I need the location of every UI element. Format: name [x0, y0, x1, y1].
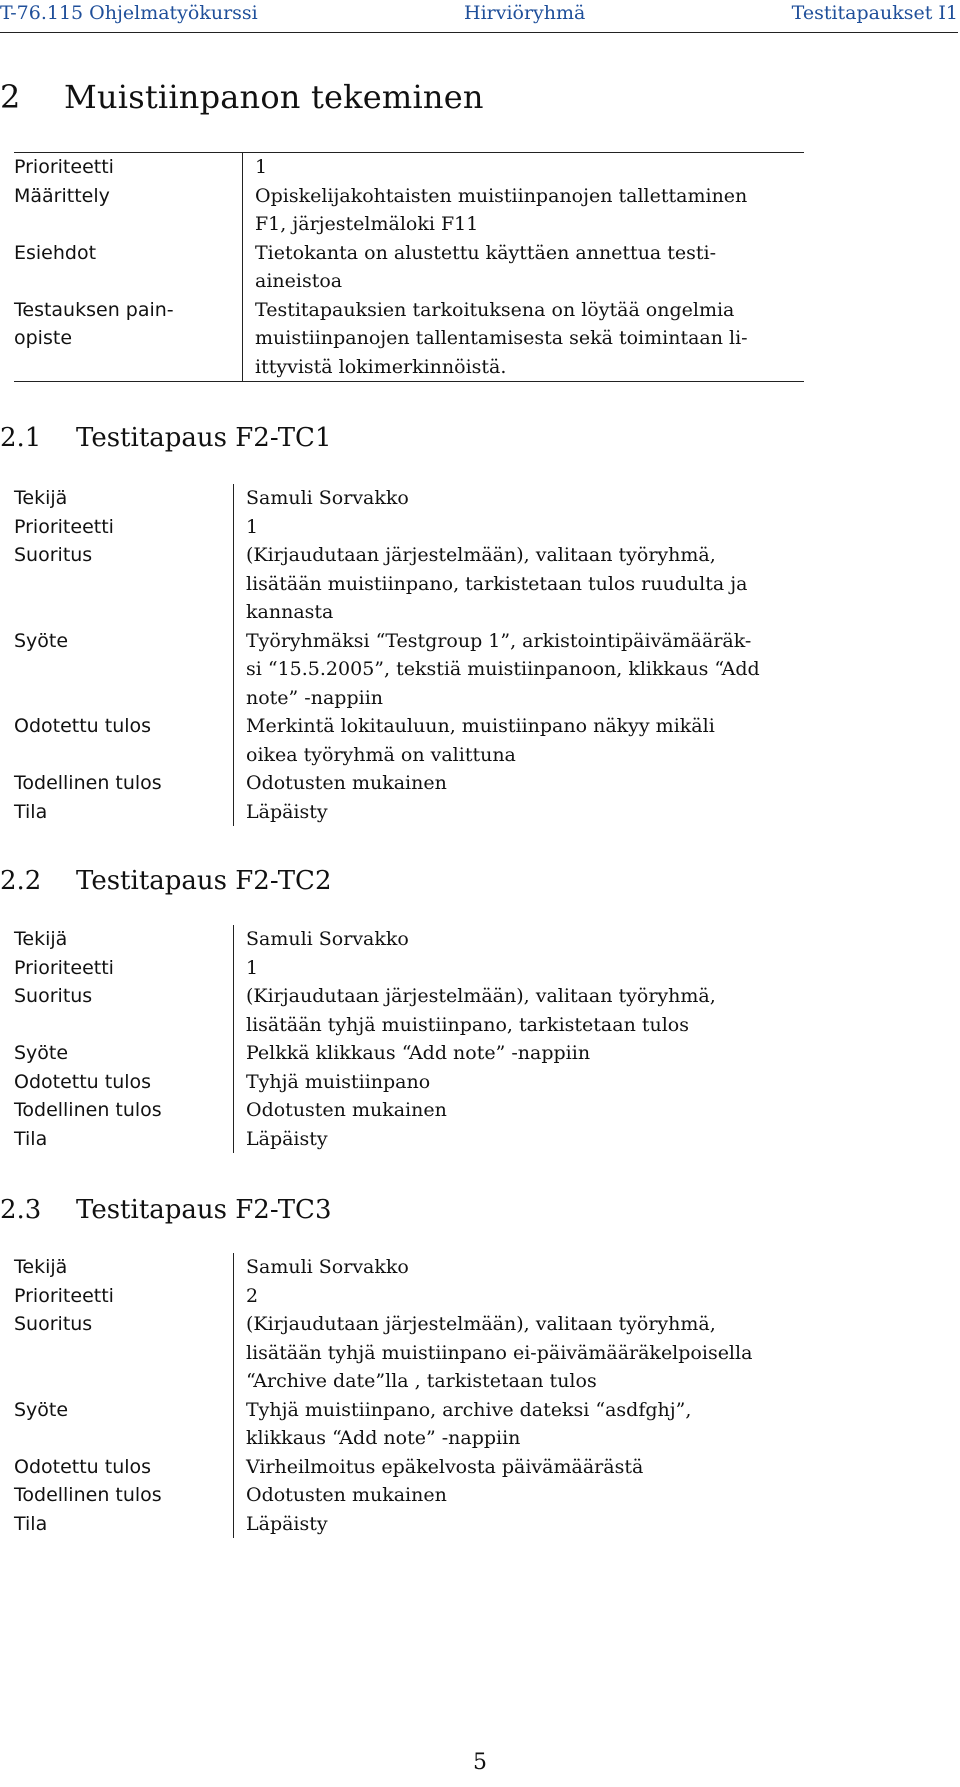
testcase-value: Läpäisty: [233, 1125, 798, 1154]
testcase-label: Odotettu tulos: [14, 1455, 152, 1478]
intro-value: Testitapauksien tarkoituksena on löytää ongelmia muistiinpanojen tallentamisesta sekä toimintaan li- ittyvistä lokimerkinnöistä.: [242, 296, 804, 382]
testcase-row: [14, 1125, 798, 1154]
testcase-title: [0, 1195, 331, 1225]
testcase-row: [14, 627, 798, 713]
testcase-label: Todellinen tulos: [14, 1099, 162, 1121]
testcase-table: [14, 484, 798, 826]
testcase-table: [14, 925, 798, 1153]
testcase-label: Syöte: [14, 629, 69, 652]
testcase-label: Todellinen tulos: [14, 1484, 162, 1506]
testcase-label: Prioriteetti: [14, 515, 114, 538]
intro-value: 1: [242, 153, 804, 182]
intro-table: [14, 152, 804, 382]
testcase-value: 1: [233, 513, 798, 542]
testcase-row: [14, 541, 798, 627]
testcase-table: [14, 1253, 798, 1538]
testcase-row: [14, 1310, 798, 1396]
intro-label: Esiehdot: [14, 241, 97, 264]
testcase-label: Suoritus: [14, 985, 93, 1007]
testcase-row: [14, 484, 798, 513]
page-number: 5: [473, 1750, 487, 1775]
intro-label: Testauksen pain- opiste: [14, 298, 174, 349]
section-title-text: Muistiinpanon tekeminen: [64, 78, 484, 116]
intro-row: [14, 239, 804, 296]
testcase-label: Tekijä: [14, 928, 68, 950]
testcase-row: [14, 1253, 798, 1282]
testcase-label: Suoritus: [14, 544, 93, 566]
testcase-value: Läpäisty: [233, 1510, 798, 1539]
testcase-row: [14, 1039, 798, 1068]
intro-label: Määrittely: [14, 184, 110, 207]
testcase-label: Syöte: [14, 1398, 69, 1421]
testcase-title: [0, 423, 331, 453]
intro-row: [14, 182, 804, 239]
testcase-value: Virheilmoitus epäkelvosta päivämäärästä: [233, 1453, 798, 1482]
testcase-value: Samuli Sorvakko: [233, 1253, 798, 1282]
testcase-title: [0, 866, 331, 896]
testcase-value: Tyhjä muistiinpano, archive dateksi “asdfghj”, klikkaus “Add note” -nappiin: [233, 1396, 798, 1453]
testcase-value: Merkintä lokitauluun, muistiinpano näkyy mikäli oikea työryhmä on valittuna: [233, 712, 798, 769]
testcase-value: Pelkkä klikkaus “Add note” -nappiin: [233, 1039, 798, 1068]
testcase-number: 2.1: [0, 423, 42, 453]
running-header: [0, 2, 958, 33]
header-group: Hirviöryhmä: [464, 2, 586, 24]
testcase-value: Samuli Sorvakko: [233, 925, 798, 954]
section-title: [0, 78, 484, 116]
testcase-row: [14, 1096, 798, 1125]
testcase-label: Odotettu tulos: [14, 715, 152, 737]
testcase-row: [14, 1068, 798, 1097]
testcase-row: [14, 925, 798, 954]
intro-label: Prioriteetti: [14, 156, 114, 178]
testcase-row: [14, 1396, 798, 1453]
testcase-label: Suoritus: [14, 1313, 93, 1335]
testcase-title-text: Testitapaus F2-TC2: [76, 866, 332, 896]
testcase-row: [14, 769, 798, 798]
intro-row: [14, 153, 804, 182]
testcase-value: Työryhmäksi “Testgroup 1”, arkistointipäivämääräk- si “15.5.2005”, tekstiä muistiinpanoon, klikkaus “Add note” -nappiin: [233, 627, 798, 713]
testcase-row: [14, 1481, 798, 1510]
testcase-title-text: Testitapaus F2-TC3: [76, 1195, 332, 1225]
intro-value: Opiskelijakohtaisten muistiinpanojen tallettaminen F1, järjestelmäloki F11: [242, 182, 804, 239]
testcase-label: Tila: [14, 800, 48, 823]
testcase-number: 2.3: [0, 1195, 42, 1225]
testcase-row: [14, 982, 798, 1039]
testcase-label: Odotettu tulos: [14, 1070, 152, 1093]
testcase-row: [14, 1453, 798, 1482]
testcase-value: 2: [233, 1282, 798, 1311]
testcase-label: Syöte: [14, 1042, 69, 1064]
testcase-label: Tekijä: [14, 487, 68, 509]
intro-row: [14, 296, 804, 382]
testcase-label: Tila: [14, 1127, 48, 1150]
testcase-label: Tekijä: [14, 1256, 68, 1278]
testcase-number: 2.2: [0, 866, 42, 896]
testcase-row: [14, 1510, 798, 1539]
testcase-value: Odotusten mukainen: [233, 1096, 798, 1125]
testcase-value: (Kirjaudutaan järjestelmään), valitaan työryhmä, lisätään tyhjä muistiinpano, tarkistetaan tulos: [233, 982, 798, 1039]
testcase-row: [14, 954, 798, 983]
header-document: Testitapaukset I1: [791, 2, 958, 24]
testcase-value: Odotusten mukainen: [233, 1481, 798, 1510]
testcase-label: Tila: [14, 1512, 48, 1535]
section-number: 2: [0, 78, 21, 116]
testcase-row: [14, 798, 798, 827]
testcase-value: Tyhjä muistiinpano: [233, 1068, 798, 1097]
testcase-row: [14, 1282, 798, 1311]
intro-value: Tietokanta on alustettu käyttäen annettua testi- aineistoa: [242, 239, 804, 296]
testcase-value: 1: [233, 954, 798, 983]
testcase-row: [14, 712, 798, 769]
testcase-title-text: Testitapaus F2-TC1: [76, 423, 332, 453]
testcase-value: (Kirjaudutaan järjestelmään), valitaan työryhmä, lisätään tyhjä muistiinpano ei-päivämääräkelpoisella “Archive date”lla , tarkistetaan tulos: [233, 1310, 798, 1396]
testcase-row: [14, 513, 798, 542]
header-course: T-76.115 Ohjelmatyökurssi: [0, 2, 258, 24]
testcase-label: Prioriteetti: [14, 956, 114, 979]
testcase-label: Prioriteetti: [14, 1284, 114, 1307]
testcase-label: Todellinen tulos: [14, 772, 162, 794]
testcase-value: Samuli Sorvakko: [233, 484, 798, 513]
testcase-value: Läpäisty: [233, 798, 798, 827]
testcase-value: (Kirjaudutaan järjestelmään), valitaan työryhmä, lisätään muistiinpano, tarkistetaan tulos ruudulta ja kannasta: [233, 541, 798, 627]
testcase-value: Odotusten mukainen: [233, 769, 798, 798]
